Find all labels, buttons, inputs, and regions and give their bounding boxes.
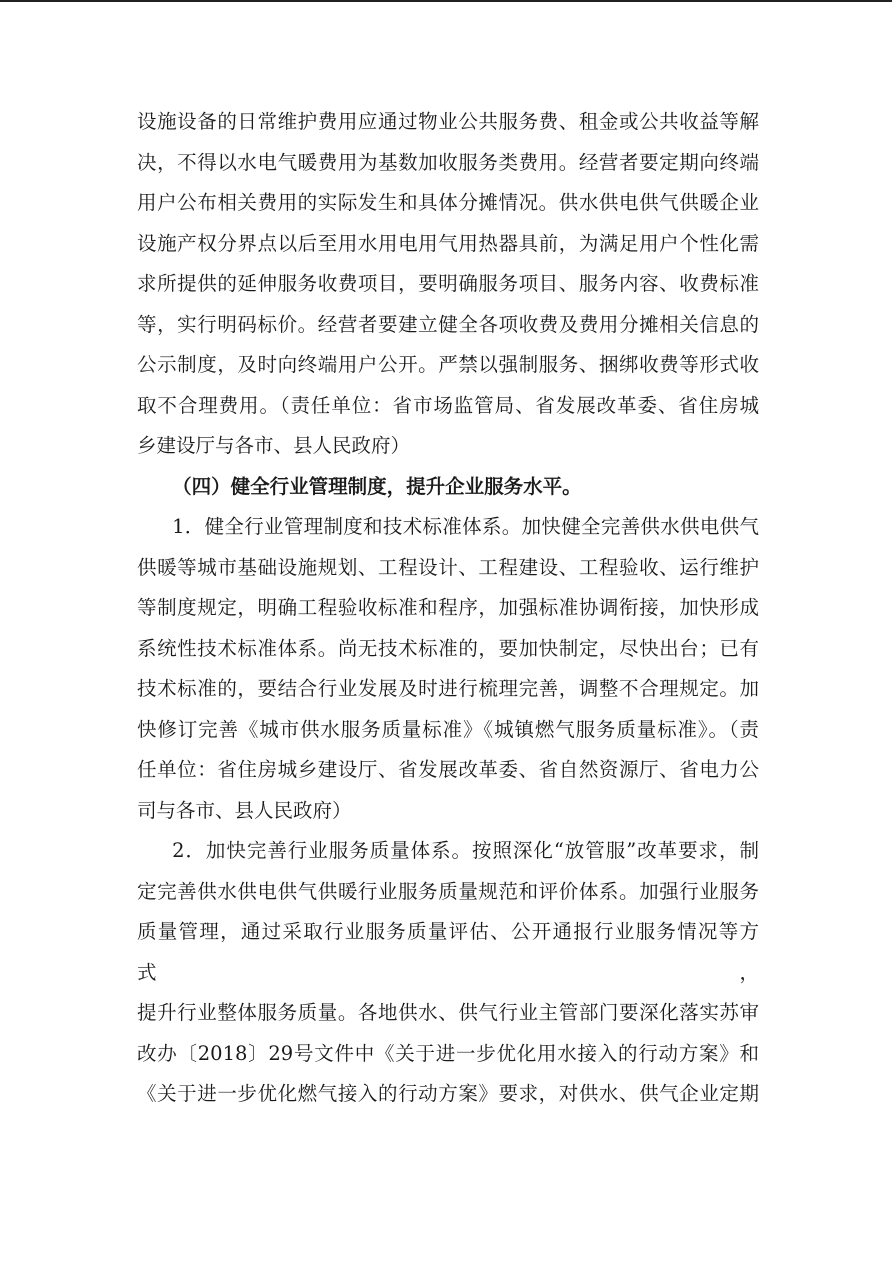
text-line: 等制度规定，明确工程验收标准和程序，加强标准协调衔接，加快形成 bbox=[137, 596, 759, 619]
text-line: 1．健全行业管理制度和技术标准体系。加快健全完善供水供电供气 bbox=[172, 515, 759, 538]
text-line: 技术标准的，要结合行业发展及时进行梳理完善，调整不合理规定。加 bbox=[137, 677, 759, 700]
text-line: 求所提供的延伸服务收费项目，要明确服务项目、服务内容、收费标准 bbox=[137, 272, 759, 295]
text-line: 定完善供水供电供气供暖行业服务质量规范和评价体系。加强行业服务 bbox=[137, 879, 759, 903]
paragraph-continuation bbox=[137, 102, 759, 467]
paragraph-item-1 bbox=[137, 507, 759, 831]
text-line: 任单位：省住房城乡建设厅、省发展改革委、省自然资源厅、省电力公 bbox=[137, 758, 759, 781]
text-line: 用户公布相关费用的实际发生和具体分摊情况。供水供电供气供暖企业 bbox=[137, 191, 759, 214]
text-line: 改办〔2018〕29号文件中《关于进一步优化用水接入的行动方案》和 bbox=[137, 1041, 759, 1065]
text-line: 质量管理，通过采取行业服务质量评估、公开通报行业服务情况等方式， bbox=[137, 920, 759, 984]
text-line: 乡建设厅与各市、县人民政府） bbox=[137, 434, 411, 457]
text-line: 系统性技术标准体系。尚无技术标准的，要加快制定，尽快出台；已有 bbox=[137, 636, 759, 660]
text-line: 取不合理费用。（责任单位：省市场监管局、省发展改革委、省住房城 bbox=[137, 393, 759, 417]
paragraph-item-2 bbox=[137, 831, 759, 1115]
text-line: 决，不得以水电气暖费用为基数加收服务类费用。经营者要定期向终端 bbox=[137, 150, 759, 174]
text-line: 公示制度，及时向终端用户公开。严禁以强制服务、捆绑收费等形式收 bbox=[137, 353, 759, 376]
text-line: 提升行业整体服务质量。各地供水、供气行业主管部门要深化落实苏审 bbox=[137, 1001, 759, 1024]
text-line: 司与各市、县人民政府） bbox=[137, 798, 352, 822]
document-body bbox=[137, 102, 759, 1115]
text-line: 快修订完善《城市供水服务质量标准》《城镇燃气服务质量标准》。（责 bbox=[137, 717, 759, 741]
section-heading: （四）健全行业管理制度，提升企业服务水平。 bbox=[172, 474, 582, 498]
text-line: 供暖等城市基础设施规划、工程设计、工程建设、工程验收、运行维护 bbox=[137, 555, 759, 579]
text-line: 设施设备的日常维护费用应通过物业公共服务费、租金或公共收益等解 bbox=[137, 110, 759, 133]
text-line: 设施产权分界点以后至用水用电用气用热器具前，为满足用户个性化需 bbox=[137, 231, 759, 255]
text-line: 《关于进一步优化燃气接入的行动方案》要求，对供水、供气企业定期 bbox=[137, 1082, 759, 1105]
text-line: 2．加快完善行业服务质量体系。按照深化“放管服”改革要求，制 bbox=[172, 839, 759, 862]
text-line: 等，实行明码标价。经营者要建立健全各项收费及费用分摊相关信息的 bbox=[137, 312, 759, 336]
